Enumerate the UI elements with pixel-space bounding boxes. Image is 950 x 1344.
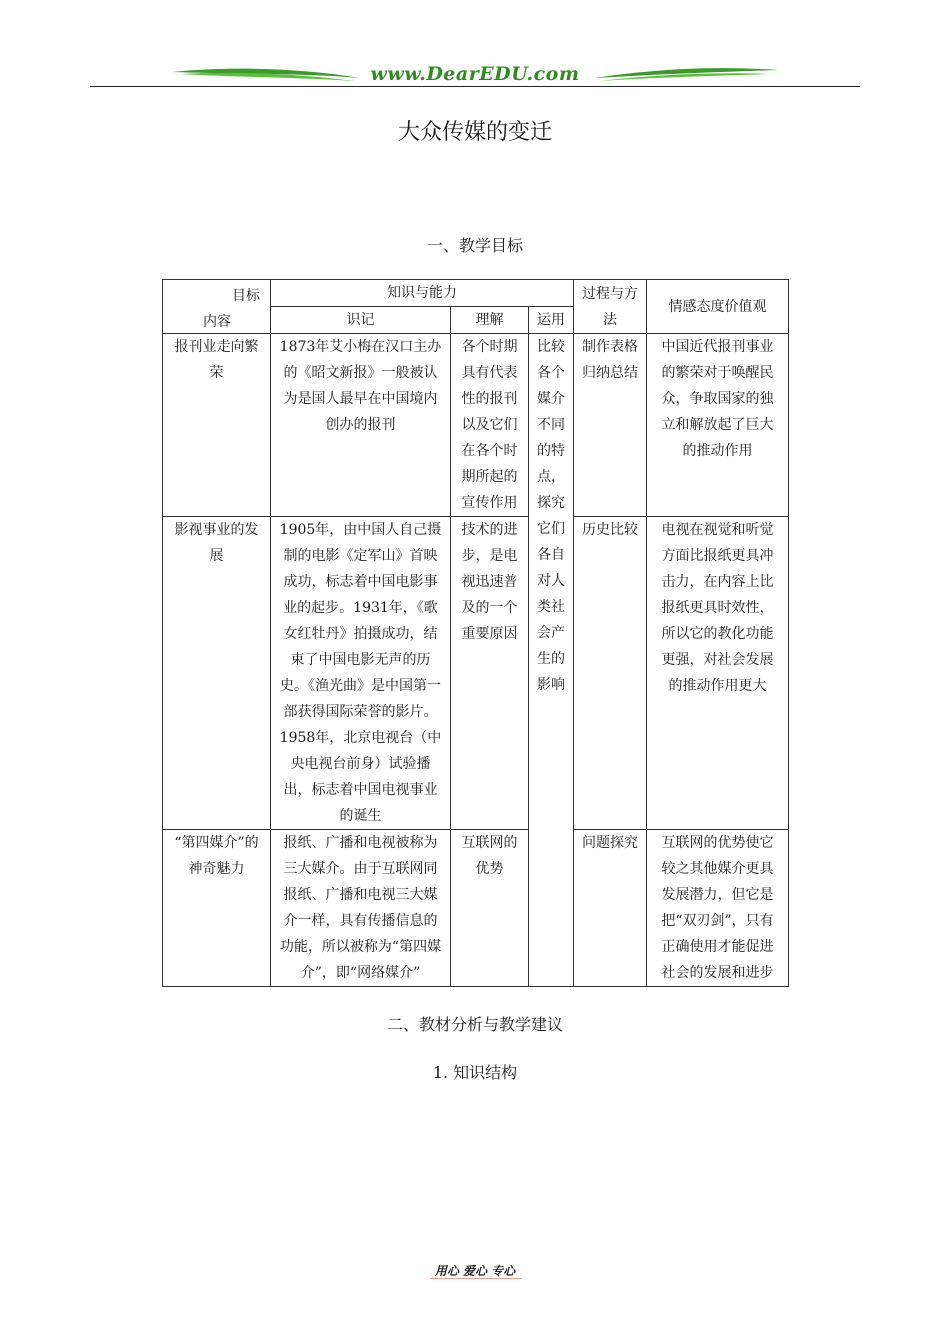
teaching-goals-table (162, 279, 789, 987)
cell-recall: 报纸、广播和电视被称为三大媒介。由于互联网同报纸、广播和电视三大媒介一样，具有传播信息的功能，所以被称为“第四媒介”，即“网络媒介” (271, 830, 451, 987)
footer-slogan: 用心 爱心 专心 (434, 1264, 516, 1278)
cell-emotion: 互联网的优势使它较之其他媒介更具发展潜力，但它是把“双刃剑”，只有正确使用才能促进社会的发展和进步 (647, 830, 789, 987)
corner-label-content: 内容 (203, 314, 231, 330)
header-process-method: 过程与方法 (574, 280, 647, 334)
cell-emotion: 电视在视觉和听觉方面比报纸更具冲击力，在内容上比报纸更具时效性，所以它的教化功能更强，对社会发展的推动作用更大 (647, 517, 789, 830)
cell-recall: 1905年，由中国人自己摄制的电影《定军山》首映成功，标志着中国电影事业的起步。1931年，《歌女红牡丹》拍摄成功，结束了中国电影无声的历史。《渔光曲》是中国第一部获得国际荣誉的影片。1958年，北京电视台（中央电视台前身）试验播出，标志着中国电视事业的诞生 (271, 517, 451, 830)
header-understand: 理解 (451, 307, 529, 334)
cell-process: 历史比较 (574, 517, 647, 830)
section-heading-analysis: 二、教材分析与教学建议 (386, 1015, 563, 1034)
cell-content: 影视事业的发展 (163, 517, 271, 830)
cell-recall: 1873年艾小梅在汉口主办的《昭文新报》一般被认为是国人最早在中国境内创办的报刊 (271, 334, 451, 517)
cell-process: 问题探究 (574, 830, 647, 987)
diagonal-divider (163, 280, 271, 334)
table-row (163, 517, 789, 830)
cell-process: 制作表格归纳总结 (574, 334, 647, 517)
corner-label-goal: 目标 (232, 288, 260, 304)
header-recall: 识记 (271, 307, 451, 334)
section-heading-goals: 一、教学目标 (426, 236, 523, 255)
diagonal-header-cell (163, 280, 271, 334)
cell-understand: 各个时期具有代表性的报刊以及它们在各个时期所起的宣传作用 (451, 334, 529, 517)
table-row (163, 334, 789, 517)
table-header-row (163, 280, 789, 307)
footer-underline (430, 1278, 522, 1279)
table-row (163, 830, 789, 987)
header-emotion-values: 情感态度价值观 (647, 280, 789, 334)
site-logo-text[interactable]: www.DearEDU.com (370, 63, 580, 85)
cell-apply-merged: 比较各个媒介不同的特点，探究它们各自对人类社会产生的影响 (529, 334, 574, 987)
header-knowledge-ability: 知识与能力 (271, 280, 574, 307)
document-title: 大众传媒的变迁 (397, 120, 552, 145)
cell-content: “第四媒介”的神奇魅力 (163, 830, 271, 987)
header-rule (90, 86, 860, 87)
cell-emotion: 中国近代报刊事业的繁荣对于唤醒民众，争取国家的独立和解放起了巨大的推动作用 (647, 334, 789, 517)
header-apply: 运用 (529, 307, 574, 334)
cell-understand: 技术的进步，是电视迅速普及的一个重要原因 (451, 517, 529, 830)
cell-content: 报刊业走向繁荣 (163, 334, 271, 517)
cell-understand: 互联网的优势 (451, 830, 529, 987)
subsection-heading-structure: 1. 知识结构 (432, 1063, 518, 1082)
